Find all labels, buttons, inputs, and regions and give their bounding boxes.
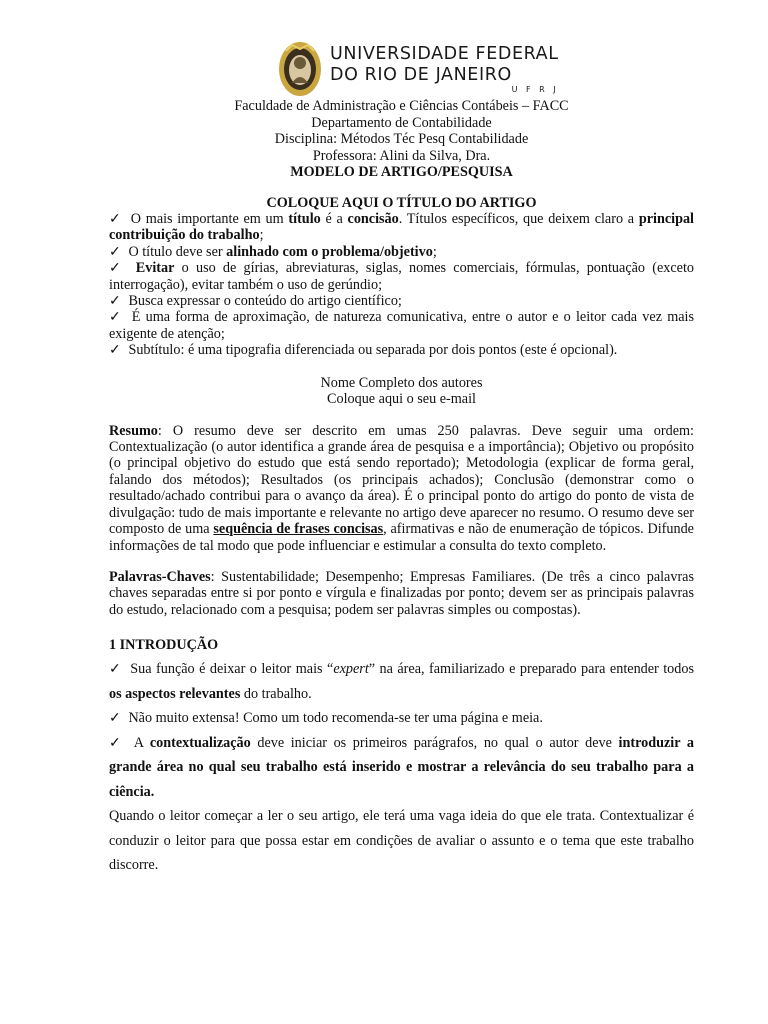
title-bullet: ✓ O mais importante em um título é a concisão. Títulos específicos, que deixem claro a principal contribuição do trabalho; [109, 211, 694, 244]
authors-block [109, 375, 694, 408]
check-icon: ✓ [109, 710, 121, 727]
professor-line: Professora: Alini da Silva, Dra. [312, 147, 491, 164]
university-logo [278, 40, 694, 98]
check-icon: ✓ [109, 243, 121, 260]
title-bullet: ✓ Evitar o uso de gírias, abreviaturas, siglas, nomes comerciais, fórmulas, pontuação (exceto interrogação), evitar também o uso de gerúndio; [109, 260, 694, 293]
model-title: MODELO DE ARTIGO/PESQUISA [290, 164, 513, 180]
document-page [109, 40, 694, 878]
check-icon: ✓ [109, 309, 123, 326]
logo-university-location: DO RIO DE JANEIRO [330, 65, 512, 85]
abstract-label: Resumo [109, 422, 158, 439]
title-bullet: ✓ Busca expressar o conteúdo do artigo científico; [109, 293, 402, 310]
intro-bullet: ✓ Não muito extensa! Como um todo recomenda-se ter uma página e meia. [109, 710, 543, 727]
discipline-line: Disciplina: Métodos Téc Pesq Contabilidade [274, 131, 529, 147]
abstract-underlined: sequência de frases concisas [213, 521, 384, 538]
keywords-paragraph: Palavras-Chaves: Sustentabilidade; Desempenho; Empresas Familiares. (De três a cinco palavras chaves separadas entre si por ponto e vírgula e finalizadas por ponto; devem ser as principais palavras do estudo, relacionado com a pesquisa; podem ser palavras simples ou compostas). [109, 568, 694, 618]
introduction-heading: 1 INTRODUÇÃO [109, 637, 219, 654]
introduction-body [109, 657, 694, 878]
logo-university-name: UNIVERSIDADE FEDERAL [330, 44, 559, 64]
document-header [109, 98, 694, 181]
check-icon: ✓ [109, 661, 122, 678]
check-icon: ✓ [109, 734, 124, 751]
intro-paragraph: Quando o leitor começar a ler o seu artigo, ele terá uma vaga ideia do que ele trata. Contextualizar é conduzir o leitor para que possa estar em condições de avaliar o assunto e o tema que este trabalho discorre. [109, 808, 694, 874]
check-icon: ✓ [109, 293, 121, 310]
article-title: COLOQUE AQUI O TÍTULO DO ARTIGO [266, 194, 537, 211]
title-guidelines [109, 211, 694, 359]
title-bullet: ✓ O título deve ser alinhado com o problema/objetivo; [109, 243, 437, 260]
author-names: Nome Completo dos autores [320, 374, 483, 391]
check-icon: ✓ [109, 260, 125, 277]
check-icon: ✓ [109, 211, 123, 227]
logo-acronym: U F R J [511, 85, 559, 94]
intro-bullet: ✓ Sua função é deixar o leitor mais “expert” na área, familiarizado e preparado para entender todos os aspectos relevantes do trabalho. [109, 661, 694, 702]
department-line: Departamento de Contabilidade [311, 114, 492, 131]
intro-bullet: ✓ A contextualização deve iniciar os primeiros parágrafos, no qual o autor deve introduzir a grande área no qual seu trabalho está inserido e mostrar a relevância do seu trabalho para a ciência. [109, 734, 694, 800]
check-icon: ✓ [109, 342, 121, 359]
keywords-label: Palavras-Chaves [109, 568, 211, 585]
faculty-line: Faculdade de Administração e Ciências Contábeis – FACC [234, 98, 569, 114]
title-bullet: ✓ É uma forma de aproximação, de natureza comunicativa, entre o autor e o leitor cada vez mais exigente de atenção; [109, 309, 694, 342]
abstract-paragraph: Resumo: O resumo deve ser descrito em umas 250 palavras. Deve seguir uma ordem: Contextualização (o autor identifica a grande área de pesquisa e a importância); Objetivo ou propósito (o principal objetivo do estudo que está sendo reportado); Metodologia (explicar de forma geral, falando dos métodos); Resultados (os principais achados); Conclusão (demonstrar como o resultado/achado contribui para o avanço da área). É o principal ponto do artigo do ponto de vista de divulgação: tudo de mais importante e relevante no artigo deve aparecer no resumo. O resumo deve ser composto de uma sequência de frases concisas, afirmativas e não de enumeração de tópicos. Difunde informações de tal modo que pode influenciar e estimular a consulta do texto completo. [109, 422, 695, 554]
university-seal-icon [278, 41, 322, 97]
title-bullet: ✓ Subtítulo: é uma tipografia diferenciada ou separada por dois pontos (este é opcional). [109, 342, 618, 359]
author-email: Coloque aqui o seu e-mail [327, 391, 476, 408]
